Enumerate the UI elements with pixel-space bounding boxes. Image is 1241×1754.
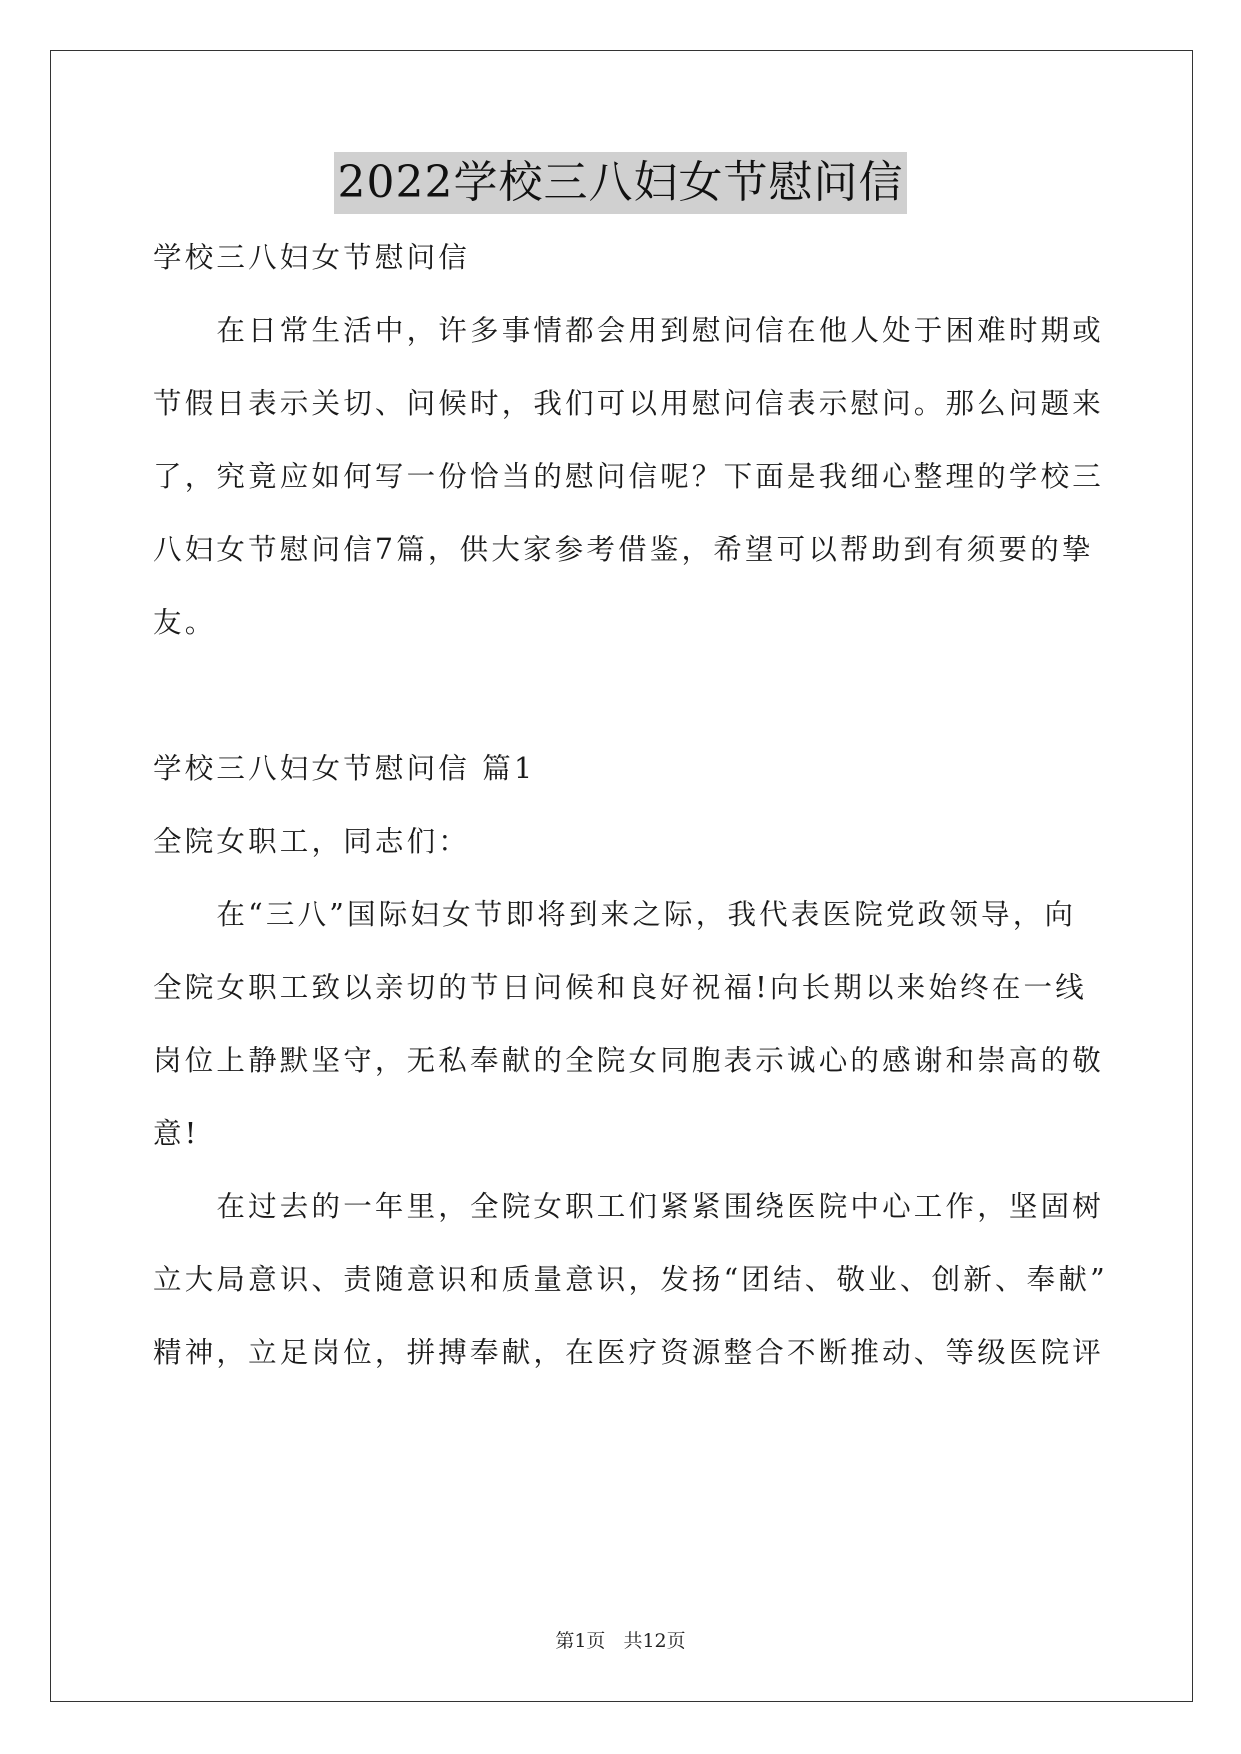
paragraph-line: 意! [153, 1117, 200, 1150]
page-number: 第1页 [555, 1630, 606, 1652]
page-border [50, 50, 1193, 1702]
paragraph-line: 节假日表示关切、问候时，我们可以用慰问信表示慰问。那么问题来 [153, 387, 1105, 420]
paragraph-line: 了，究竟应如何写一份恰当的慰问信呢？下面是我细心整理的学校三 [153, 460, 1105, 493]
paragraph-line: 八妇女节慰问信7篇，供大家参考借鉴，希望可以帮助到有须要的挚 [153, 533, 1094, 566]
paragraph-line: 在“三八”国际妇女节即将到来之际，我代表医院党政领导，向 [153, 898, 1077, 931]
section-heading: 学校三八妇女节慰问信 篇1 [153, 752, 536, 785]
salutation-line: 全院女职工，同志们： [153, 825, 471, 858]
paragraph-line: 在日常生活中，许多事情都会用到慰问信在他人处于困难时期或 [153, 314, 1105, 347]
subtitle-line: 学校三八妇女节慰问信 [153, 241, 471, 274]
paragraph-line: 全院女职工致以亲切的节日问候和良好祝福!向长期以来始终在一线 [153, 971, 1087, 1004]
page-total: 共12页 [623, 1630, 686, 1652]
document-title: 2022学校三八妇女节慰问信 [334, 152, 908, 214]
paragraph-line: 立大局意识、责随意识和质量意识，发扬“团结、敬业、创新、奉献” [153, 1263, 1108, 1296]
paragraph-line: 在过去的一年里，全院女职工们紧紧围绕医院中心工作，坚固树 [153, 1190, 1105, 1223]
paragraph-line: 岗位上静默坚守，无私奉献的全院女同胞表示诚心的感谢和崇高的敬 [153, 1044, 1105, 1077]
page-footer [0, 1628, 1241, 1654]
title-container [0, 152, 1241, 214]
paragraph-line: 精神，立足岗位，拼搏奉献，在医疗资源整合不断推动、等级医院评 [153, 1336, 1105, 1369]
paragraph-line: 友。 [153, 606, 217, 639]
